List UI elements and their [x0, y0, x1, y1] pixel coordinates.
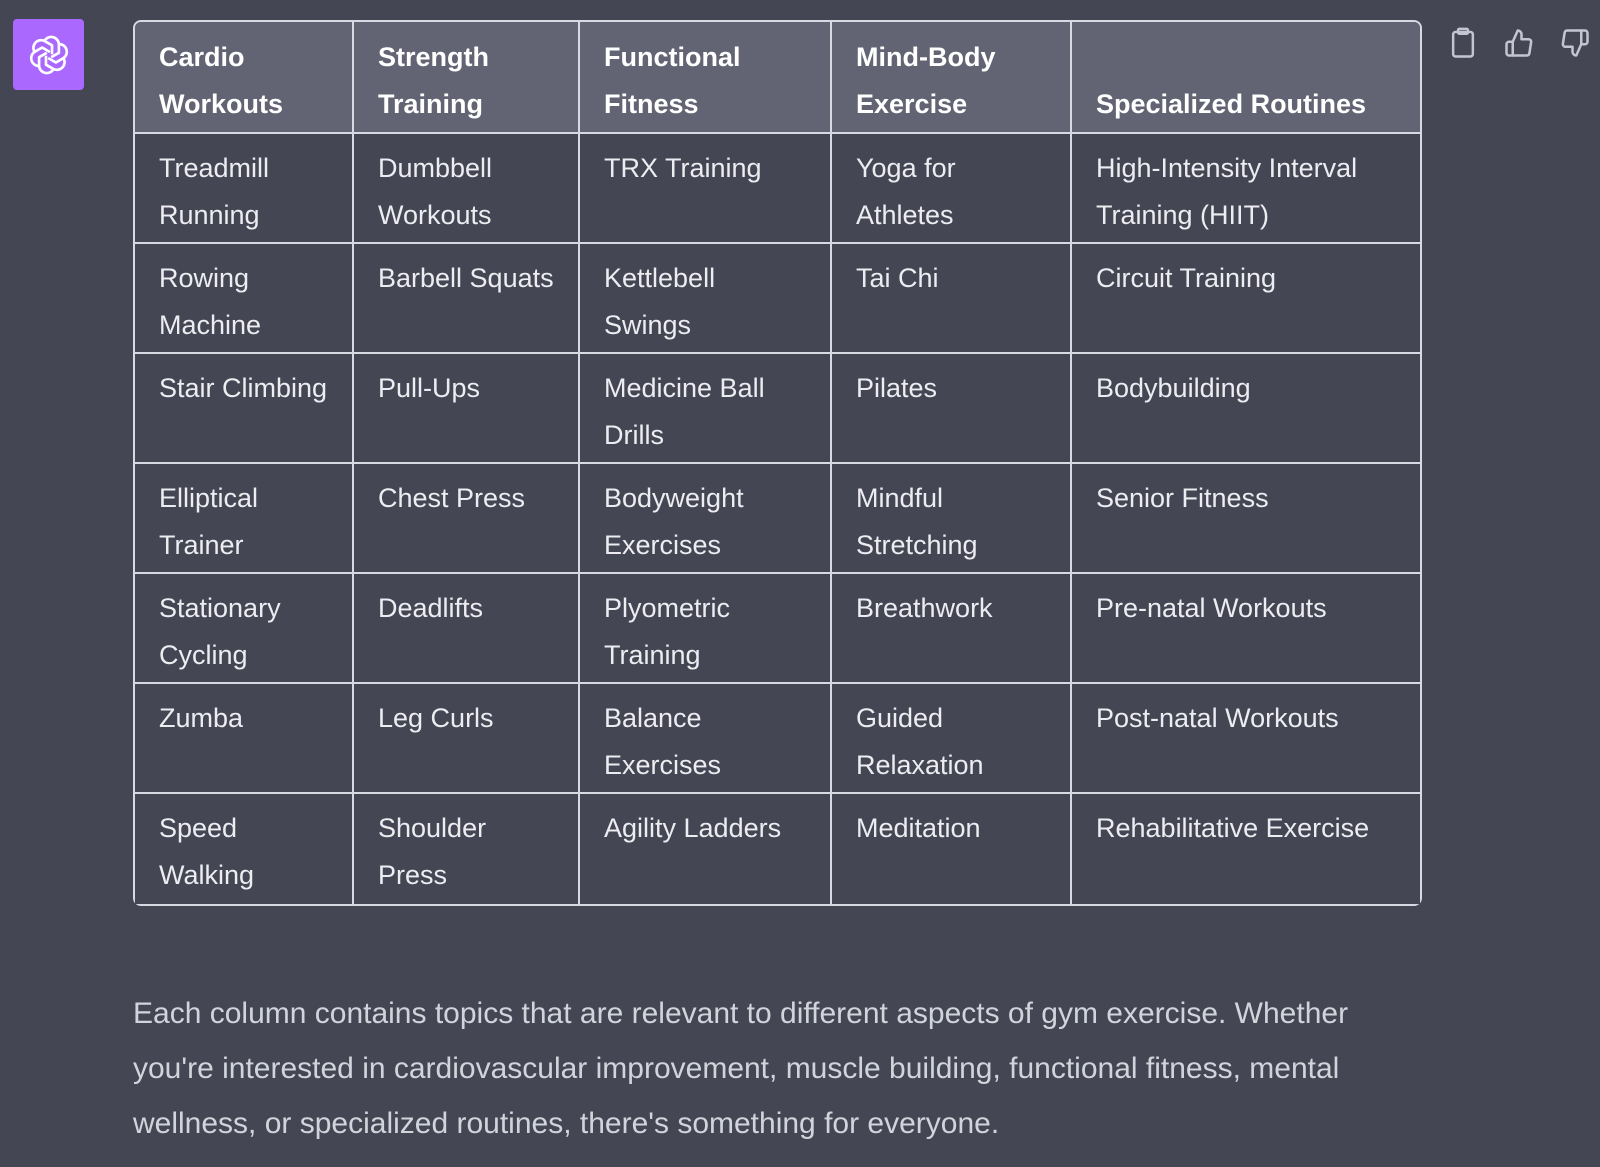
table-cell: Elliptical Trainer — [135, 464, 354, 574]
table-cell: Bodyweight Exercises — [580, 464, 832, 574]
column-header: Specialized Routines — [1072, 22, 1420, 134]
table-row — [135, 134, 1420, 244]
table-row — [135, 684, 1420, 794]
table-cell: Dumbbell Workouts — [354, 134, 580, 244]
table-cell: Shoulder Press — [354, 794, 580, 904]
table-cell: Plyometric Training — [580, 574, 832, 684]
table-cell: Mindful Stretching — [832, 464, 1072, 574]
workout-topics-table — [133, 20, 1422, 906]
table-cell: Post-natal Workouts — [1072, 684, 1420, 794]
assistant-avatar — [13, 19, 84, 90]
thumbs-up-button[interactable] — [1502, 24, 1536, 62]
table-row — [135, 464, 1420, 574]
table-cell: Pilates — [832, 354, 1072, 464]
message-actions — [1446, 24, 1592, 62]
table-cell: Bodybuilding — [1072, 354, 1420, 464]
table-cell: Treadmill Running — [135, 134, 354, 244]
thumbs-up-icon — [1504, 27, 1534, 59]
column-header: Mind-Body Exercise — [832, 22, 1072, 134]
table-cell: Kettlebell Swings — [580, 244, 832, 354]
table-cell: Stair Climbing — [135, 354, 354, 464]
column-header: Strength Training — [354, 22, 580, 134]
table-cell: Yoga for Athletes — [832, 134, 1072, 244]
table-cell: Meditation — [832, 794, 1072, 904]
table-row — [135, 354, 1420, 464]
table-cell: Speed Walking — [135, 794, 354, 904]
table-cell: Tai Chi — [832, 244, 1072, 354]
table-cell: Rowing Machine — [135, 244, 354, 354]
table-cell: TRX Training — [580, 134, 832, 244]
table-cell: Leg Curls — [354, 684, 580, 794]
table-cell: Medicine Ball Drills — [580, 354, 832, 464]
clipboard-icon — [1448, 27, 1478, 59]
table-cell: Balance Exercises — [580, 684, 832, 794]
openai-logo-icon — [27, 33, 71, 77]
table-row — [135, 574, 1420, 684]
thumbs-down-button[interactable] — [1558, 24, 1592, 62]
table-header-row — [135, 22, 1420, 134]
table-cell: Chest Press — [354, 464, 580, 574]
table-row — [135, 794, 1420, 904]
table-cell: Guided Relaxation — [832, 684, 1072, 794]
table-cell: Circuit Training — [1072, 244, 1420, 354]
table-cell: High-Intensity Interval Training (HIIT) — [1072, 134, 1420, 244]
copy-button[interactable] — [1446, 24, 1480, 62]
thumbs-down-icon — [1560, 27, 1590, 59]
table-cell: Stationary Cycling — [135, 574, 354, 684]
table-cell: Agility Ladders — [580, 794, 832, 904]
table-cell: Zumba — [135, 684, 354, 794]
table-cell: Pre-natal Workouts — [1072, 574, 1420, 684]
table-cell: Senior Fitness — [1072, 464, 1420, 574]
summary-paragraph: Each column contains topics that are relevant to different aspects of gym exercise. Whether you're interested in cardiovascular improvement, muscle building, functional fitness, mental wellness, or specialized routines, there's something for everyone. — [133, 997, 1349, 1140]
table-cell: Deadlifts — [354, 574, 580, 684]
column-header: Functional Fitness — [580, 22, 832, 134]
table-cell: Rehabilitative Exercise — [1072, 794, 1420, 904]
table-cell: Barbell Squats — [354, 244, 580, 354]
table-cell: Pull-Ups — [354, 354, 580, 464]
table-cell: Breathwork — [832, 574, 1072, 684]
table-row — [135, 244, 1420, 354]
column-header: Cardio Workouts — [135, 22, 354, 134]
